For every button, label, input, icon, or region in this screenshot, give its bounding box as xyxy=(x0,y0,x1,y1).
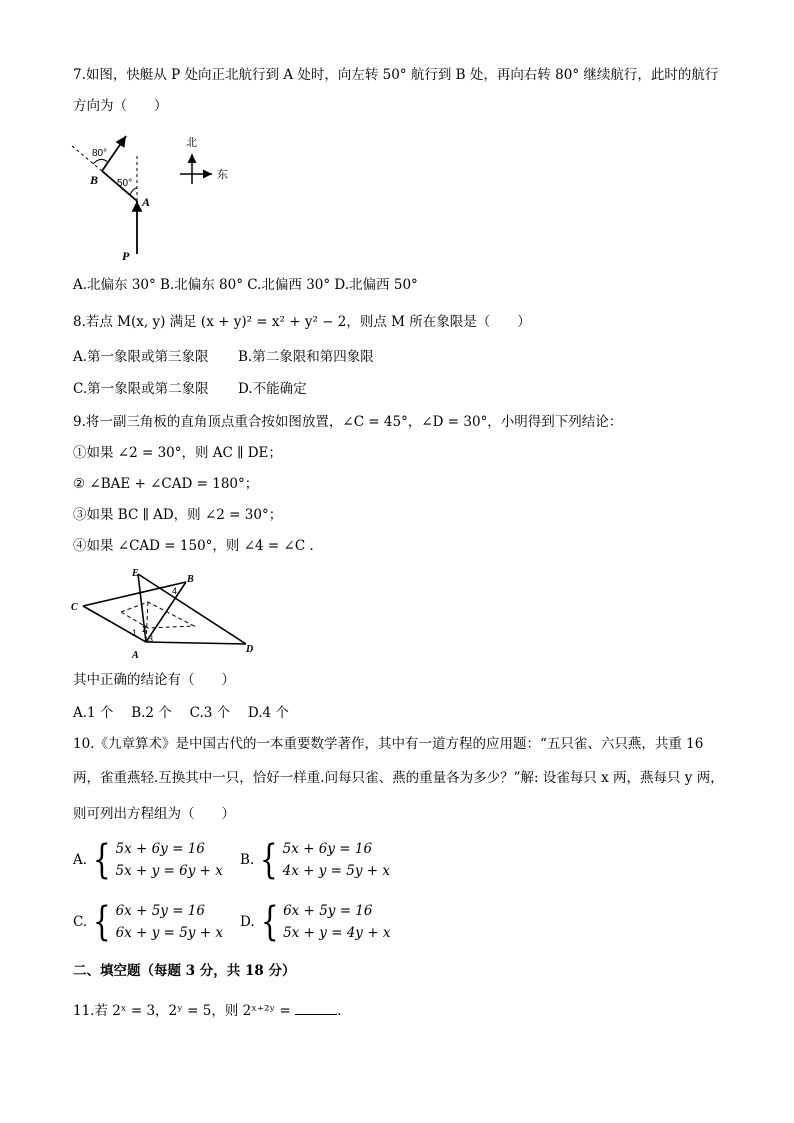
equation-1: 5x + 6y = 16 xyxy=(115,841,205,857)
q7-stem-line1: 7.如图，快艇从 P 处向正北航行到 A 处时，向左转 50° 航行到 B 处，再向右转 80° 继续航行，此时的航行 xyxy=(73,67,719,83)
label-b: B xyxy=(90,173,99,187)
label-2: 2 xyxy=(142,624,148,634)
q8-option-b: B.第二象限和第四象限 xyxy=(238,349,374,365)
angle-arc-50 xyxy=(130,188,137,195)
q10-option-d xyxy=(240,900,390,944)
angle-arc-80 xyxy=(93,159,108,164)
q11-tail: . xyxy=(337,1003,342,1019)
q9-conclusion-2: ② ∠BAE + ∠CAD = 180°； xyxy=(73,476,259,492)
label-a: A xyxy=(132,650,139,661)
compass-north: 北 xyxy=(186,136,197,149)
brace-icon: { xyxy=(260,837,278,883)
equation-2: 4x + y = 5y + x xyxy=(282,863,391,879)
equation-1: 6x + 5y = 16 xyxy=(115,903,205,919)
q9-stem: 9.将一副三角板的直角顶点重合按如图放置，∠C = 45°，∠D = 30°，小明得到下列结论： xyxy=(73,414,623,430)
q8-stem: 8.若点 M(x, y) 满足 (x + y)² = x² + y² − 2，则点 M 所在象限是（ ） xyxy=(73,314,531,330)
label-3: 3 xyxy=(148,634,154,644)
q9-options: A.1 个 B.2 个 C.3 个 D.4 个 xyxy=(73,705,289,721)
q10-stem-line1: 10.《九章算术》是中国古代的一本重要数学著作，其中有一道方程的应用题：“五只雀、六只燕，共重 16 xyxy=(73,736,704,752)
label-a: A xyxy=(142,195,151,209)
q10-stem-line2: 两，雀重燕轻.互换其中一只，恰好一样重.问每只雀、燕的重量各为多少？”解: 设雀每只 x 两，燕每只 y 两， xyxy=(73,770,724,786)
edge-c-b xyxy=(83,582,186,606)
label-80: 80° xyxy=(92,148,108,159)
q8-option-a: A.第一象限或第三象限 xyxy=(73,349,209,365)
q11-text: 11.若 2ˣ = 3，2ʸ = 5，则 2ˣ⁺²ʸ = xyxy=(73,1003,296,1019)
q8-option-d: D.不能确定 xyxy=(238,381,307,397)
option-label: A. xyxy=(73,852,88,868)
equation-1: 5x + 6y = 16 xyxy=(282,841,373,857)
label-b: B xyxy=(187,574,194,585)
label-1: 1 xyxy=(132,628,138,638)
q7-stem-line2: 方向为（ ） xyxy=(73,98,168,114)
q11 xyxy=(73,1000,341,1020)
label-e: E xyxy=(132,568,139,579)
option-label: D. xyxy=(240,914,255,930)
q10-stem-line3: 则可列出方程组为（ ） xyxy=(73,806,235,822)
q9-conclusion-1: ①如果 ∠2 = 30°，则 AC ∥ DE； xyxy=(73,445,282,461)
label-50: 50° xyxy=(117,178,133,189)
equation-2: 6x + y = 5y + x xyxy=(115,925,223,941)
option-label: C. xyxy=(73,914,88,930)
q9-ask: 其中正确的结论有（ ） xyxy=(73,672,235,688)
q9-conclusion-4: ④如果 ∠CAD = 150°，则 ∠4 = ∠C . xyxy=(73,538,314,554)
q7-figure xyxy=(60,126,250,266)
brace-icon: { xyxy=(92,899,111,945)
edge-a-d xyxy=(146,642,246,644)
q9-figure xyxy=(66,566,266,662)
label-4: 4 xyxy=(172,586,178,596)
label-p: P xyxy=(122,249,130,263)
equation-1: 6x + 5y = 16 xyxy=(283,903,373,919)
equation-2: 5x + y = 6y + x xyxy=(115,863,223,879)
edge-a-b xyxy=(146,582,186,642)
q8-option-c: C.第一象限或第二象限 xyxy=(73,381,209,397)
q7-options: A.北偏东 30° B.北偏东 80° C.北偏西 30° D.北偏西 50° xyxy=(73,277,418,293)
brace-icon: { xyxy=(92,837,111,883)
section-2-heading: 二、填空题（每题 3 分，共 18 分） xyxy=(73,963,296,979)
label-d: D xyxy=(246,644,254,655)
compass-east: 东 xyxy=(217,168,228,181)
equation-2: 5x + y = 4y + x xyxy=(283,925,391,941)
q9-conclusion-3: ③如果 BC ∥ AD，则 ∠2 = 30°； xyxy=(73,507,283,523)
brace-icon: { xyxy=(260,899,279,945)
q10-option-a xyxy=(73,838,223,882)
q10-option-c xyxy=(73,900,223,944)
q10-option-b xyxy=(240,838,390,882)
label-c: C xyxy=(71,602,78,613)
option-label: B. xyxy=(240,852,255,868)
answer-blank[interactable] xyxy=(295,1000,337,1015)
